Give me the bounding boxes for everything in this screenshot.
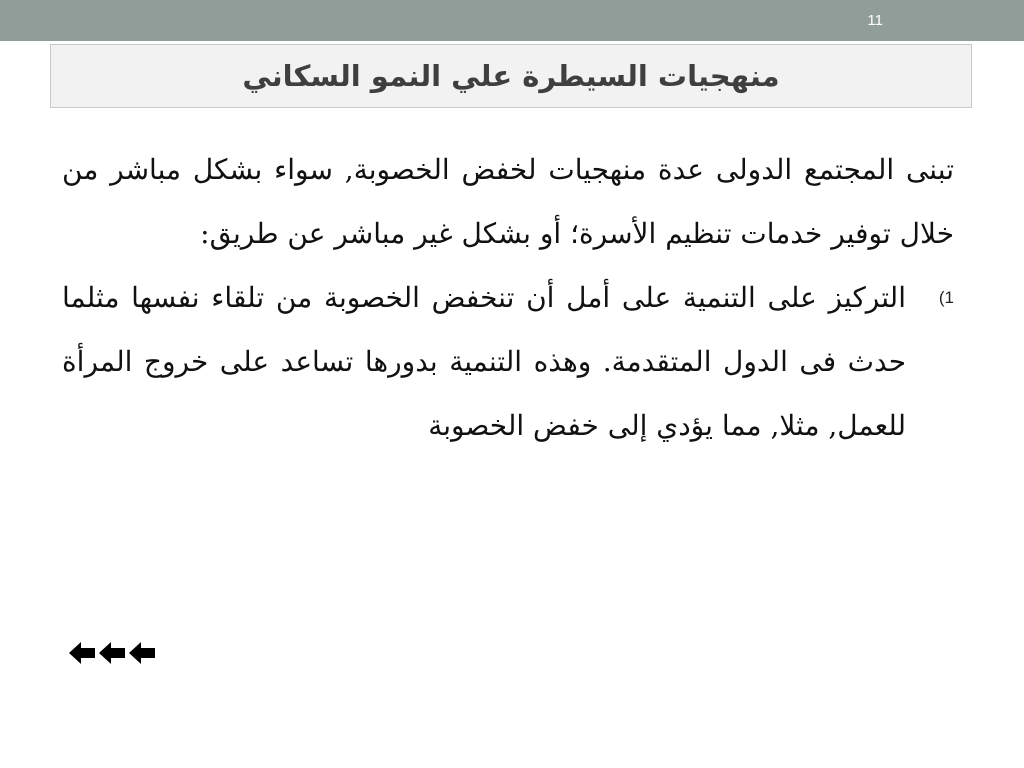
back-arrow-icon[interactable] — [68, 640, 96, 666]
back-arrow-icon[interactable] — [98, 640, 126, 666]
slide-content — [62, 138, 954, 458]
slide-number: 11 — [867, 12, 883, 29]
navigation-arrows — [68, 640, 156, 666]
intro-paragraph: تبنى المجتمع الدولى عدة منهجيات لخفض الخصوبة, سواء بشكل مباشر من خلال توفير خدمات تنظيم الأسرة؛ أو بشكل غير مباشر عن طريق: — [62, 153, 954, 250]
title-box — [50, 44, 972, 108]
top-bar — [0, 0, 1024, 41]
list-item-number: 1) — [938, 288, 954, 307]
back-arrow-icon[interactable] — [128, 640, 156, 666]
list-item — [62, 266, 954, 458]
list-item-text: التركيز على التنمية على أمل أن تنخفض الخصوبة من تلقاء نفسها مثلما حدث فى الدول المتقدمة. وهذه التنمية بدورها تساعد على خروج المرأة للعمل, مثلا, مما يؤدي إلى خفض الخصوبة — [62, 281, 906, 442]
slide-title: منهجيات السيطرة علي النمو السكاني — [242, 59, 780, 93]
